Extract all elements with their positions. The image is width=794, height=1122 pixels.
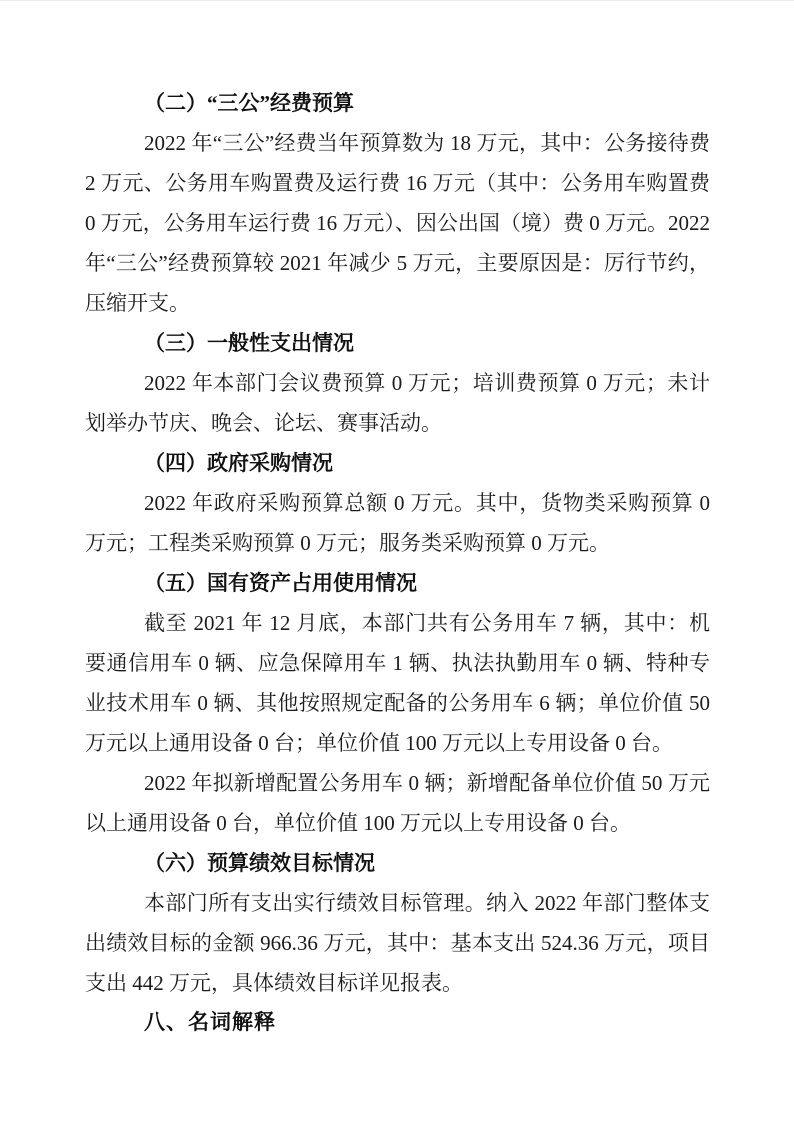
document-content <box>85 83 710 1043</box>
paragraph-state-assets-new-additions: 2022 年拟新增配置公务用车 0 辆；新增配备单位价值 50 万元以上通用设备 0 台，单位价值 100 万元以上专用设备 0 台。 <box>85 771 710 835</box>
section-heading-performance-targets: （六）预算绩效目标情况 <box>144 851 375 875</box>
section-heading-general-expenditure: （三）一般性支出情况 <box>144 331 354 355</box>
paragraph-general-expenditure-details: 2022 年本部门会议费预算 0 万元；培训费预算 0 万元；未计划举办节庆、晚会、论坛、赛事活动。 <box>85 371 710 435</box>
paragraph-government-procurement-details: 2022 年政府采购预算总额 0 万元。其中，货物类采购预算 0 万元；工程类采购预算 0 万元；服务类采购预算 0 万元。 <box>85 491 710 555</box>
section-heading-government-procurement: （四）政府采购情况 <box>144 451 333 475</box>
chapter-heading-glossary: 八、名词解释 <box>144 1011 276 1034</box>
section-heading-state-assets-usage: （五）国有资产占用使用情况 <box>144 571 417 595</box>
paragraph-state-assets-current: 截至 2021 年 12 月底，本部门共有公务用车 7 辆，其中：机要通信用车 0 辆、应急保障用车 1 辆、执法执勤用车 0 辆、特种专业技术用车 0 辆、其他按照规定配备的公务用车 6 辆；单位价值 50 万元以上通用设备 0 台；单位价值 100 万元以上专用设备 0 台。 <box>85 611 710 755</box>
section-heading-sangong-budget: （二）“三公”经费预算 <box>144 91 354 115</box>
paragraph-performance-targets-details: 本部门所有支出实行绩效目标管理。纳入 2022 年部门整体支出绩效目标的金额 966.36 万元，其中：基本支出 524.36 万元，项目支出 442 万元，具体绩效目标详见报表。 <box>85 891 710 995</box>
paragraph-sangong-budget-details: 2022 年“三公”经费当年预算数为 18 万元，其中：公务接待费 2 万元、公务用车购置费及运行费 16 万元（其中：公务用车购置费 0 万元，公务用车运行费 16 万元）、因公出国（境）费 0 万元。2022 年“三公”经费预算较 2021 年减少 5 万元，主要原因是：厉行节约，压缩开支。 <box>85 131 710 315</box>
